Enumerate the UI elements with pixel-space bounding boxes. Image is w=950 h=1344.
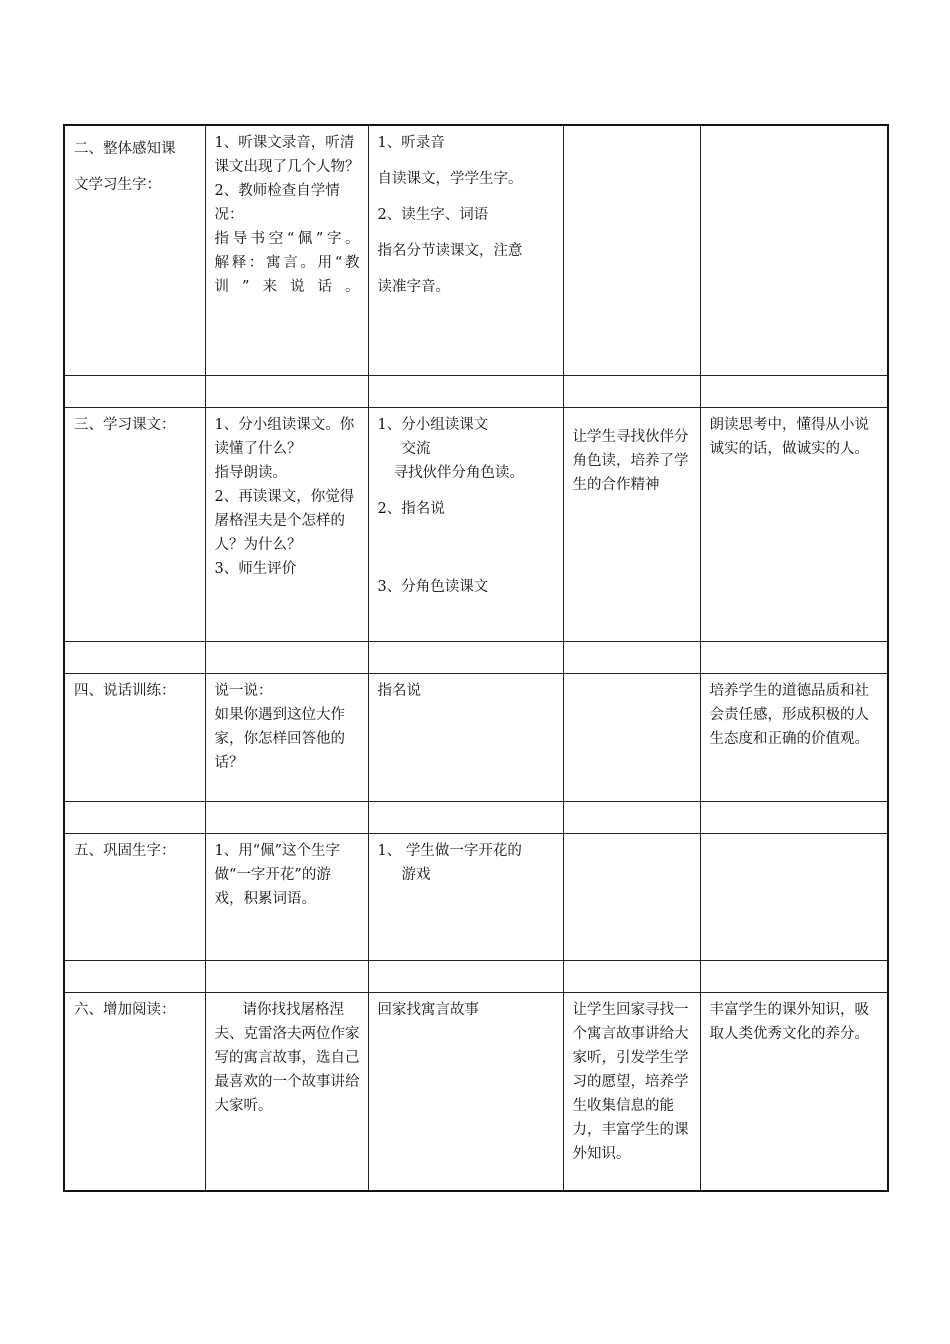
spacer-row	[64, 376, 888, 408]
student-activity-text: 1、 学生做一字开花的	[377, 843, 522, 859]
student-activity-text: 游戏	[401, 867, 431, 883]
step-cell	[64, 834, 205, 961]
design-intent-text: 让学生寻找伙伴分角色读，培养了学生的合作精神	[572, 429, 689, 493]
goal-text: 朗读思考中，懂得从小说诚实的话，做诚实的人。	[709, 417, 869, 457]
teacher-activity-text: 如果你遇到这位大作家，你怎样回答他的话？	[214, 707, 345, 771]
spacer-row	[64, 961, 888, 993]
teacher-activity-cell	[205, 408, 368, 642]
teacher-activity-text: 指导书空“佩”字。	[214, 231, 360, 247]
student-activity-text: 自读课文，学学生字。	[377, 171, 523, 187]
goal-cell	[700, 834, 888, 961]
student-activity-cell	[368, 993, 563, 1192]
lesson-plan-table	[63, 124, 889, 1192]
teacher-activity-text: 解释：寓言。用“教训”来说话。	[214, 255, 360, 295]
teacher-activity-cell	[205, 674, 368, 802]
step-cell	[64, 993, 205, 1192]
design-intent-cell	[563, 993, 700, 1192]
step-cell	[64, 408, 205, 642]
design-intent-cell	[563, 674, 700, 802]
table-row	[64, 674, 888, 802]
student-activity-text: 2、指名说	[377, 501, 445, 517]
student-activity-cell	[368, 674, 563, 802]
step-label: 六、增加阅读：	[74, 1002, 176, 1018]
design-intent-cell	[563, 408, 700, 642]
teacher-activity-cell	[205, 993, 368, 1192]
step-label: 三、学习课文：	[74, 417, 176, 433]
teacher-activity-text: 1、听课文录音，听清课文出现了几个人物？	[214, 135, 360, 175]
teacher-activity-text: 1、用“佩”这个生字做“一字开花”的游戏，积累词语。	[214, 843, 341, 907]
table-row	[64, 408, 888, 642]
goal-cell	[700, 408, 888, 642]
student-activity-text: 回家找寓言故事	[377, 1002, 479, 1018]
teacher-activity-text: 1、分小组读课文。你读懂了什么？	[214, 417, 355, 457]
goal-text: 丰富学生的课外知识，吸取人类优秀文化的养分。	[709, 1002, 869, 1042]
student-activity-text: 1、听录音	[377, 135, 445, 151]
student-activity-text: 2、读生字、词语	[377, 207, 489, 223]
student-activity-text: 指名分节读课文，注意	[377, 243, 523, 259]
step-cell	[64, 125, 205, 376]
goal-cell	[700, 125, 888, 376]
teacher-activity-text: 2、再读课文，你觉得屠格涅夫是个怎样的人？为什么？	[214, 489, 355, 553]
step-label: 四、说话训练：	[74, 683, 176, 699]
student-activity-text: 交流	[401, 441, 431, 457]
student-activity-text: 3、分角色读课文	[377, 579, 489, 595]
goal-cell	[700, 993, 888, 1192]
teacher-activity-text: 指导朗读。	[214, 465, 287, 481]
step-cell	[64, 674, 205, 802]
table-row	[64, 125, 888, 376]
design-intent-text: 让学生回家寻找一个寓言故事讲给大家听，引发学生学习的愿望，培养学生收集信息的能力，丰富学生的课外知识。	[572, 1002, 689, 1162]
teacher-activity-cell	[205, 125, 368, 376]
student-activity-cell	[368, 408, 563, 642]
step-label: 文学习生字：	[74, 177, 161, 193]
step-label: 二、整体感知课	[74, 141, 176, 157]
teacher-activity-text: 请你找找屠格涅夫、克雷洛夫两位作家写的寓言故事，选自己最喜欢的一个故事讲给大家听。	[214, 1002, 360, 1114]
student-activity-text: 1、分小组读课文	[377, 417, 489, 433]
teacher-activity-cell	[205, 834, 368, 961]
spacer-row	[64, 642, 888, 674]
student-activity-cell	[368, 834, 563, 961]
step-label: 五、巩固生字：	[74, 843, 176, 859]
goal-text: 培养学生的道德品质和社会责任感，形成积极的人生态度和正确的价值观。	[709, 683, 869, 747]
table-row	[64, 834, 888, 961]
design-intent-cell	[563, 834, 700, 961]
teacher-activity-text: 2、教师检查自学情况：	[214, 183, 340, 223]
teacher-activity-text: 说一说：	[214, 683, 273, 699]
design-intent-cell	[563, 125, 700, 376]
student-activity-text: 读准字音。	[377, 279, 450, 295]
spacer-row	[64, 802, 888, 834]
student-activity-text: 寻找伙伴分角色读。	[393, 465, 524, 481]
table-row	[64, 993, 888, 1192]
student-activity-cell	[368, 125, 563, 376]
teacher-activity-text: 3、师生评价	[214, 561, 297, 577]
goal-cell	[700, 674, 888, 802]
student-activity-text: 指名说	[377, 683, 421, 699]
